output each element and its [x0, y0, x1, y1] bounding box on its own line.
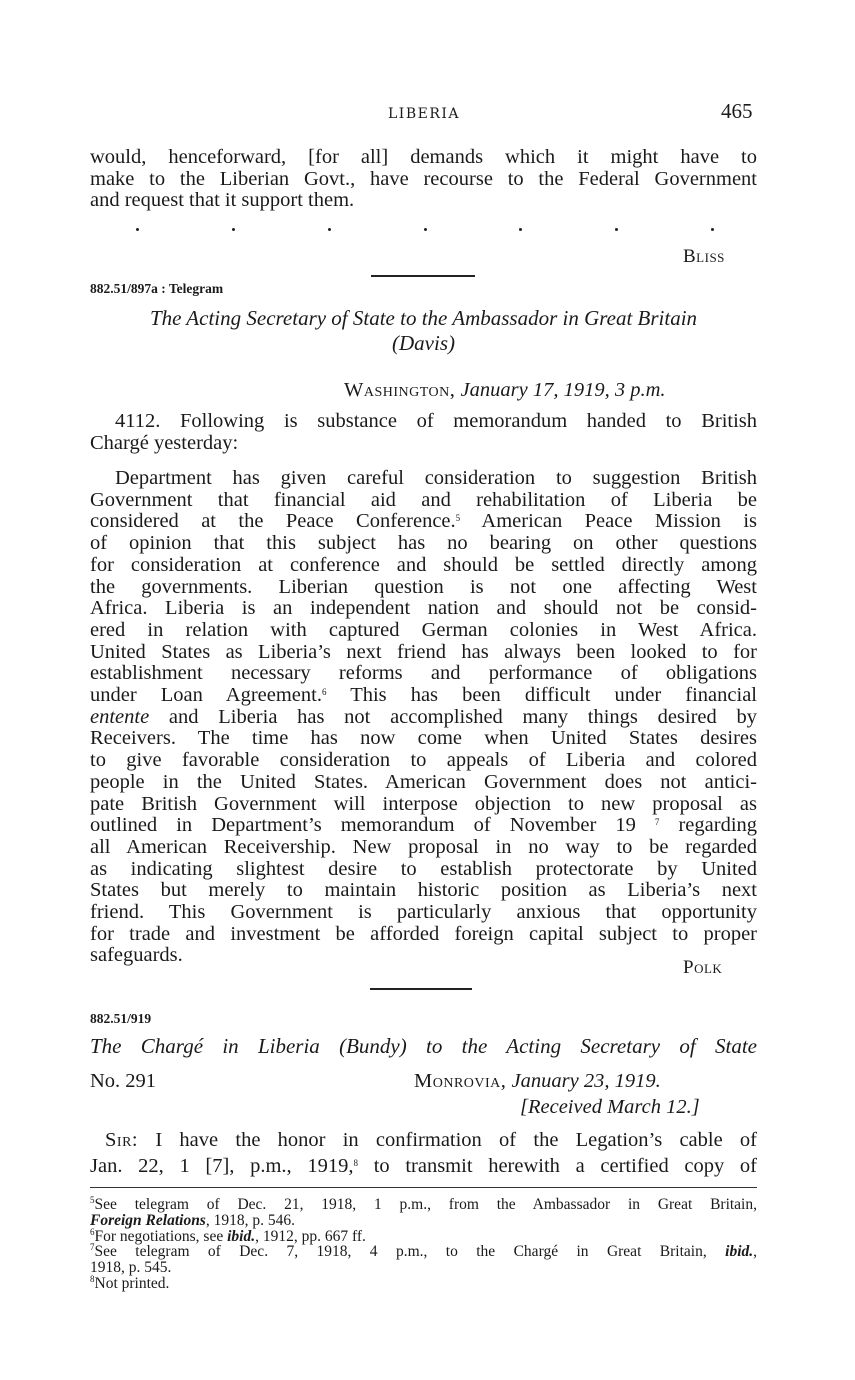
letter-opening — [90, 1127, 757, 1179]
memo-text: regarding — [678, 814, 758, 837]
footnote-text: For negotiations, see — [94, 1227, 224, 1245]
heading-line: (Davis) — [392, 331, 455, 355]
footnote-8 — [90, 1273, 757, 1292]
memo-text: under Loan Agreement. — [90, 684, 322, 707]
memorandum — [90, 468, 757, 967]
footnote-rule — [90, 1187, 757, 1188]
file-number: 882.51/897a : Telegram — [90, 281, 224, 296]
signature-polk: Polk — [683, 957, 723, 978]
footnote-mark: 5 — [90, 1195, 95, 1205]
footnote-7-cont: 1918, p. 545. — [90, 1259, 172, 1277]
signature-bliss: Bliss — [683, 246, 725, 267]
footnote-mark: 8 — [90, 1273, 95, 1284]
page-number: 465 — [721, 99, 753, 123]
memo-line — [90, 707, 757, 729]
dateline-place: Monrovia, — [414, 1070, 507, 1092]
section-rule — [371, 275, 475, 277]
memo-line: States but merely to maintain historic position as Liberia’s next — [90, 879, 757, 902]
paragraph-line: Chargé yesterday: — [90, 431, 239, 454]
footnote-7 — [90, 1244, 757, 1260]
memo-text: Department has given careful consideration to suggestion British — [115, 467, 757, 489]
telegram-number: 4112. — [115, 410, 161, 432]
opening-paragraph — [90, 147, 757, 212]
memo-text: considered at the Peace Conference. — [90, 510, 456, 533]
footnote-mark: 6 — [90, 1226, 95, 1237]
memo-line — [90, 815, 757, 837]
document-heading — [90, 306, 757, 356]
footnote-ref: 7 — [654, 817, 660, 828]
telegram-intro — [90, 411, 757, 454]
footnote-ref: 8 — [353, 1158, 358, 1168]
memo-text-italic: entente — [90, 705, 150, 728]
memo-line — [90, 511, 757, 533]
footnote-mark: 7 — [90, 1242, 95, 1253]
section-rule — [370, 988, 472, 990]
footnote-text-italic: Foreign Relations — [90, 1211, 206, 1229]
footnote-ref: 6 — [321, 687, 327, 698]
memo-line — [90, 685, 757, 707]
memo-line: all American Receivership. New proposal in no way to be regarded — [90, 835, 757, 858]
memo-line: establishment necessary reforms and performance of obligations — [90, 662, 757, 685]
memo-line: to give favorable consideration to appeals of Liberia and colored — [90, 749, 757, 772]
memo-line: the governments. Liberian question is not one affecting West — [90, 575, 757, 598]
memo-line: Africa. Liberia is an independent nation and should not be consid- — [90, 597, 757, 620]
running-head-title: LIBERIA — [388, 106, 461, 122]
memo-line: ered in relation with captured German colonies in West Africa. — [90, 618, 757, 641]
memo-line: Receivers. The time has now come when United States desires — [90, 727, 757, 750]
memo-text: American Peace Mission is — [481, 510, 757, 533]
letter-text: I have the honor in confirmation of the Legation’s cable of — [155, 1129, 758, 1151]
footnote-text-italic: ibid. — [227, 1227, 256, 1245]
memo-text: This has been difficult under financial — [350, 684, 757, 707]
intro-text: Following is substance of memorandum handed to British — [180, 410, 758, 432]
heading-line: The Acting Secretary of State to the Ambassador in Great Britain — [149, 306, 698, 330]
letter-text: to transmit herewith a certified copy of — [373, 1155, 757, 1177]
footnote-text: See telegram of Dec. 7, 1918, 4 p.m., to the Chargé in Great Britain, — [94, 1243, 707, 1261]
dateline-date: January 17, 1919, 3 p.m. — [460, 379, 666, 401]
dateline — [344, 380, 666, 402]
received-text: [Received March 12.] — [520, 1096, 700, 1118]
footnote-text: , — [753, 1243, 758, 1261]
memo-line: safeguards. — [90, 944, 183, 967]
dateline — [414, 1071, 661, 1093]
letter-line — [90, 1127, 757, 1153]
letter-text: Jan. 22, 1 [7], p.m., 1919, — [90, 1155, 354, 1177]
salutation: Sir: — [105, 1129, 139, 1151]
dateline-date: January 23, 1919. — [511, 1070, 661, 1092]
received-date — [520, 1097, 700, 1119]
memo-text: outlined in Department’s memorandum of November 19 — [90, 814, 636, 837]
footnote-ref: 5 — [455, 513, 461, 524]
footnote-text: , 1918, p. 546. — [205, 1211, 295, 1229]
letter-line — [90, 1153, 757, 1179]
document-heading: The Chargé in Liberia (Bundy) to the Acting Secretary of State — [90, 1034, 757, 1058]
footnote-5-cont — [90, 1213, 757, 1229]
paragraph-line — [90, 411, 757, 433]
footnote-5 — [90, 1197, 757, 1213]
memo-text: and Liberia has not accomplished many things desired by — [168, 705, 757, 728]
footnote-text: See telegram of Dec. 21, 1918, 1 p.m., from the Ambassador in Great Britain, — [94, 1196, 757, 1213]
paragraph-line: make to the Liberian Govt., have recourse to the Federal Government — [90, 167, 757, 190]
memo-line: of opinion that this subject has no bearing on other questions — [90, 532, 757, 555]
memo-line: friend. This Government is particularly anxious that opportunity — [90, 901, 757, 924]
memo-line — [90, 468, 757, 490]
footnote-text-italic: ibid. — [725, 1243, 754, 1261]
despatch-number: No. 291 — [90, 1070, 157, 1092]
memo-line: people in the United States. American Government does not antici- — [90, 770, 757, 793]
footnotes — [90, 1197, 757, 1292]
file-number: 882.51/919 — [90, 1011, 152, 1026]
ellipsis-dots — [0, 228, 855, 232]
memo-line: for trade and investment be afforded foreign capital subject to proper — [90, 922, 757, 945]
memo-line: Government that financial aid and rehabilitation of Liberia be — [90, 488, 757, 511]
footnote-text: , 1912, pp. 667 ff. — [255, 1227, 366, 1245]
memo-line: United States as Liberia’s next friend has always been looked to for — [90, 640, 757, 663]
dateline-place: Washington, — [344, 379, 456, 401]
footnote-text: Not printed. — [94, 1274, 170, 1292]
paragraph-line: would, henceforward, [for all] demands which it might have to — [90, 146, 757, 168]
paragraph-line: and request that it support them. — [90, 189, 355, 212]
memo-line: pate British Government will interpose objection to new proposal as — [90, 792, 757, 815]
memo-line: as indicating slightest desire to establish protectorate by United — [90, 857, 757, 880]
memo-line: for consideration at conference and should be settled directly among — [90, 553, 757, 576]
